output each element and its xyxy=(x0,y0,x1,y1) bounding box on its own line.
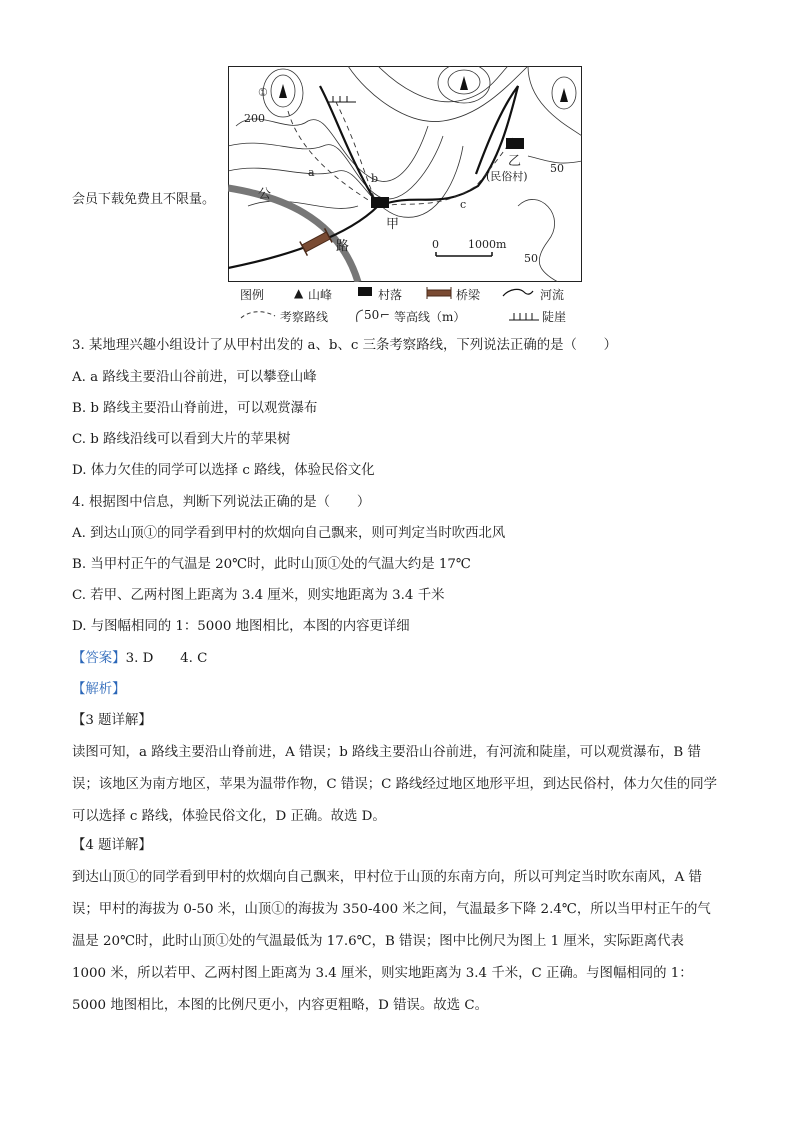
legend-title: 图例 xyxy=(240,288,265,302)
road-label-1: 公 xyxy=(258,187,272,202)
legend-cliff: 陡崖 xyxy=(542,310,567,324)
analysis-label: 【解析】 xyxy=(72,682,126,697)
q3-option-c: C. b 路线沿线可以看到大片的苹果树 xyxy=(72,432,291,447)
village-jia-marker xyxy=(371,197,389,208)
legend-contour-value: 50 xyxy=(364,308,380,322)
route-a-label: a xyxy=(308,166,315,179)
detail4-title: 【4 题详解】 xyxy=(72,838,152,853)
q4-stem: 4. 根据图中信息，判断下列说法正确的是（ ） xyxy=(72,495,371,510)
detail3-title: 【3 题详解】 xyxy=(72,713,152,728)
legend-route-icon xyxy=(240,310,276,320)
legend-contour-icon xyxy=(354,309,364,323)
answer-text: 3. D 4. C xyxy=(125,651,208,666)
q3-option-a: A. a 路线主要沿山谷前进，可以攀登山峰 xyxy=(72,370,317,385)
legend-peak-icon: ▲ xyxy=(294,286,304,300)
map-legend xyxy=(240,284,580,330)
detail4-text: 到达山顶①的同学看到甲村的炊烟向自己飘来，甲村位于山顶的东南方向，所以可判定当时吹东南风，A 错误；甲村的海拔为 0-50 米，山顶①的海拔为 350-400 米之间，气温最多下降 2.4℃，所以当甲村正午的气温是 20℃时，此时山顶①处的气温最低为 17.6℃，B 错误；图中比例尺为图上 1 厘米，实际距离代表 1000 米，所以若甲、乙两村图上距离为 3.4 厘米，则实地距离为 3.4 千米，C 正确。与图幅相同的 1：5000 地图相比，本图的比例尺更小，内容更粗略，D 错误。故选 C。 xyxy=(72,870,711,1013)
village-yi-label: 乙 xyxy=(508,154,522,169)
detail3-text: 读图可知，a 路线主要沿山脊前进，A 错误；b 路线主要沿山谷前进，有河流和陡崖，可以观赏瀑布，B 错误；该地区为南方地区，苹果为温带作物，C 错误；C 路线经过地区地形平坦，到达民俗村，体力欠佳的同学可以选择 c 路线，体验民俗文化，D 正确。故选 D。 xyxy=(72,745,717,824)
scale-zero: 0 xyxy=(432,238,439,251)
peak1-label: ① xyxy=(258,86,268,99)
village-yi-marker xyxy=(506,138,524,149)
answer-line xyxy=(72,649,207,669)
q4-option-d: D. 与图幅相同的 1：5000 地图相比，本图的内容更详细 xyxy=(72,619,410,634)
legend-route: 考察路线 xyxy=(280,310,329,324)
legend-river: 河流 xyxy=(540,288,565,302)
q3-stem: 3. 某地理兴趣小组设计了从甲村出发的 a、b、c 三条考察路线，下列说法正确的是（ ） xyxy=(72,338,618,353)
legend-peak: 山峰 xyxy=(308,288,333,302)
legend-bridge: 桥梁 xyxy=(456,288,481,302)
topographic-map xyxy=(228,66,582,282)
village-jia-label: 甲 xyxy=(386,217,400,232)
route-b-label: b xyxy=(371,172,379,185)
q4-option-c: C. 若甲、乙两村图上距离为 3.4 厘米，则实地距离为 3.4 千米 xyxy=(72,588,445,603)
legend-bridge-icon xyxy=(424,286,454,300)
q4-option-a: A. 到达山顶①的同学看到甲村的炊烟向自己飘来，则可判定当时吹西北风 xyxy=(72,526,506,541)
legend-village-icon xyxy=(358,287,372,296)
legend-cliff-icon xyxy=(508,310,540,322)
answer-label: 【答案】 xyxy=(72,651,126,666)
contour-label-50a: 50 xyxy=(550,162,564,175)
legend-village: 村落 xyxy=(378,288,403,302)
q3-option-b: B. b 路线主要沿山脊前进，可以观赏瀑布 xyxy=(72,401,318,416)
q4-option-b: B. 当甲村正午的气温是 20℃时，此时山顶①处的气温大约是 17℃ xyxy=(72,557,471,572)
q3-option-d: D. 体力欠佳的同学可以选择 c 路线，体验民俗文化 xyxy=(72,463,375,478)
route-c-label: c xyxy=(460,198,467,211)
legend-contour: 等高线（m） xyxy=(394,310,466,324)
legend-contour-tail: ⌐ xyxy=(380,308,391,322)
road-label-2: 路 xyxy=(336,239,350,254)
contour-label-50b: 50 xyxy=(524,252,538,265)
village-yi-note: (民俗村) xyxy=(486,170,528,183)
legend-river-icon xyxy=(502,288,534,298)
side-note: 会员下载免费且不限量。 xyxy=(72,192,216,207)
scale-distance: 1000m xyxy=(468,238,507,251)
contour-label-200: 200 xyxy=(244,112,265,125)
